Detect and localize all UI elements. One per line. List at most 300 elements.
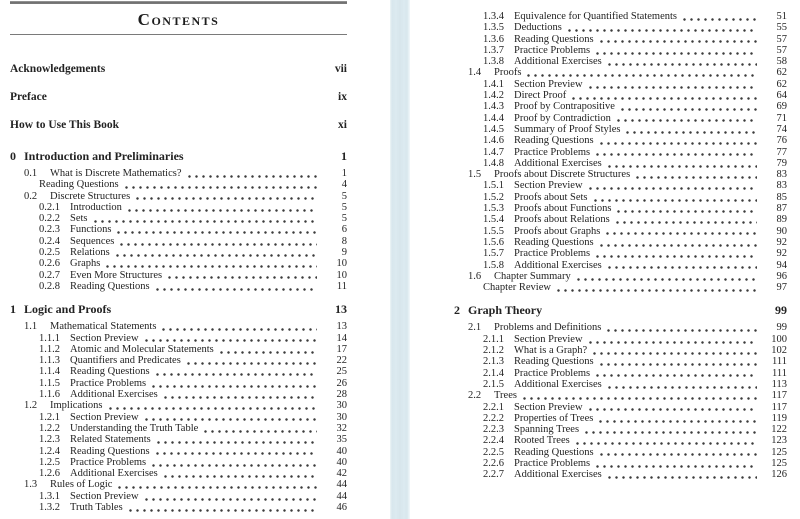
entry-page-number: 92 [776, 236, 787, 248]
dot-leader [600, 363, 757, 366]
dot-leader [616, 221, 757, 224]
toc-entry-row [454, 322, 787, 333]
front-matter-page-number: xi [338, 119, 347, 131]
entry-page-number: 123 [771, 435, 787, 447]
toc-entry-row [10, 224, 347, 235]
entry-page-number: 22 [336, 355, 347, 367]
entry-page-number: 13 [336, 321, 347, 333]
toc-entry-row [10, 412, 347, 423]
toc-entry-row [10, 236, 347, 247]
dot-leader [589, 187, 757, 190]
entry-page-number: 1 [341, 168, 347, 179]
toc-chapter-row [454, 303, 787, 318]
dot-leader [617, 210, 757, 213]
toc-entry-row [454, 113, 787, 124]
entry-title: Sets [70, 213, 88, 225]
toc-entry-row [454, 282, 787, 293]
entry-number: 1.2.6 [39, 468, 60, 480]
entry-title: Equivalence for Quantified Statements [514, 11, 677, 22]
entry-number: 1.2.3 [39, 434, 60, 446]
dot-leader [145, 418, 317, 421]
toc-entry-row [454, 34, 787, 45]
entry-number: 1.2 [24, 400, 38, 412]
toc-entry-row [454, 260, 787, 271]
entry-number: 0.1 [24, 168, 38, 179]
toc-chapter-row [10, 302, 347, 317]
dot-leader [577, 278, 757, 281]
toc-entry-row [454, 192, 787, 203]
dot-leader [94, 220, 317, 223]
entry-title: Related Statements [70, 434, 151, 446]
toc-rows-right [454, 11, 787, 481]
entry-page-number: 100 [771, 333, 787, 345]
entry-number: 0.2.4 [39, 235, 60, 247]
toc-entry-row [454, 271, 787, 282]
toc-entry-row [454, 101, 787, 112]
dot-leader [120, 243, 317, 246]
entry-page-number: 42 [336, 468, 347, 480]
dot-leader [596, 153, 757, 156]
toc-entry-row [10, 400, 347, 411]
toc-entry-row [10, 179, 347, 190]
entry-title: Additional Exercises [514, 56, 602, 68]
toc-header [10, 1, 347, 35]
toc-entry-row [454, 413, 787, 424]
entry-page-number: 102 [771, 345, 787, 357]
dot-leader [128, 209, 317, 212]
entry-page-number: 57 [776, 33, 787, 45]
dot-leader [606, 232, 757, 235]
toc-entry-row [454, 424, 787, 435]
toc-entry-row [454, 356, 787, 367]
entry-page-number: 8 [341, 235, 347, 247]
entry-page-number: 40 [336, 445, 347, 457]
toc-entry-row [10, 281, 347, 292]
entry-number: 1.5 [468, 169, 482, 181]
entry-page-number: 26 [336, 377, 347, 389]
entry-number: 1.5.3 [483, 203, 504, 215]
entry-title: Even More Structures [70, 269, 163, 281]
entry-title: Reading Questions [514, 356, 594, 368]
toc-entry-row [454, 458, 787, 469]
dot-leader [168, 276, 317, 279]
entry-page-number: 71 [776, 112, 787, 124]
front-matter-row [10, 63, 347, 75]
toc-entry-row [454, 22, 787, 33]
entry-number: 2.2.4 [483, 435, 504, 447]
toc-entry-row [454, 447, 787, 458]
entry-number: 0.2.2 [39, 213, 60, 225]
entry-title: Practice Problems [514, 44, 591, 56]
entry-number: 2.1.2 [483, 345, 504, 357]
toc-entry-row [10, 457, 347, 468]
entry-number: 0.2.1 [39, 201, 60, 213]
dot-leader [152, 464, 317, 467]
toc-entry-row [10, 333, 347, 344]
entry-number: 2.2.7 [483, 469, 504, 481]
entry-number: 0.2.5 [39, 247, 60, 259]
entry-number: 2.1.3 [483, 356, 504, 368]
entry-title: Reading Questions [70, 280, 150, 292]
toc-left-page [0, 0, 390, 519]
dot-leader [576, 442, 757, 445]
header-rule-bottom [10, 34, 347, 35]
entry-number: 1.2.5 [39, 456, 60, 468]
dot-leader [589, 341, 757, 344]
entry-page-number: 5 [341, 190, 347, 202]
dot-leader [106, 265, 317, 268]
toc-entry-row [10, 434, 347, 445]
entry-page-number: 58 [776, 56, 787, 68]
front-matter-label: Acknowledgements [10, 63, 106, 75]
toc-entry-row [454, 237, 787, 248]
entry-number: 1.4.3 [483, 101, 504, 113]
entry-page-number: 32 [336, 422, 347, 434]
toc-entry-row [454, 379, 787, 390]
entry-title: Reading Questions [39, 179, 119, 191]
toc-entry-row [454, 169, 787, 180]
entry-title: Properties of Trees [514, 412, 594, 424]
entry-number: 1.3.2 [39, 502, 60, 514]
entry-page-number: 69 [776, 101, 787, 113]
entry-page-number: 9 [341, 247, 347, 259]
toc-entry-row [10, 202, 347, 213]
front-matter-page-number: ix [338, 91, 347, 103]
entry-page-number: 119 [771, 412, 787, 424]
entry-page-number: 117 [771, 390, 787, 402]
entry-page-number: 17 [336, 343, 347, 355]
entry-page-number: 97 [776, 282, 787, 294]
toc-entry-row [454, 67, 787, 78]
entry-title: Implications [50, 400, 103, 412]
entry-title: Practice Problems [70, 456, 147, 468]
dot-leader [117, 231, 317, 234]
entry-title: Rooted Trees [514, 435, 570, 447]
entry-number: 1.4.4 [483, 112, 504, 124]
entry-number: 2.2.3 [483, 424, 504, 436]
entry-page-number: 10 [336, 269, 347, 281]
entry-number: 1.5.4 [483, 214, 504, 226]
entry-title: Summary of Proof Styles [514, 123, 621, 135]
entry-number: 1.1.3 [39, 355, 60, 367]
entry-page-number: 1 [341, 149, 347, 163]
entry-title: Truth Tables [70, 502, 123, 514]
front-matter-label: Preface [10, 91, 47, 103]
dot-leader [527, 74, 757, 77]
entry-title: Introduction and Preliminaries [24, 149, 184, 163]
entry-number: 1.3.4 [483, 11, 504, 22]
entry-page-number: 76 [776, 135, 787, 147]
entry-number: 1.3.1 [39, 490, 60, 502]
front-matter-label: How to Use This Book [10, 119, 120, 131]
entry-page-number: 74 [776, 123, 787, 135]
toc-entry-row [10, 191, 347, 202]
entry-number: 1.2.2 [39, 422, 60, 434]
entry-page-number: 125 [771, 457, 787, 469]
toc-entry-row [10, 502, 347, 513]
entry-title: Section Preview [514, 401, 583, 413]
toc-entry-row [454, 334, 787, 345]
entry-number: 0.2.3 [39, 224, 60, 236]
entry-title: Reading Questions [514, 446, 594, 458]
entry-title: Problems and Definitions [494, 322, 602, 334]
toc-entry-row [454, 147, 787, 158]
entry-title: Chapter Review [483, 282, 551, 294]
entry-title: Practice Problems [514, 457, 591, 469]
entry-page-number: 25 [336, 366, 347, 378]
dot-leader [585, 431, 757, 434]
entry-number: 2.1.5 [483, 378, 504, 390]
toc-entry-row [10, 321, 347, 332]
entry-page-number: 117 [771, 401, 787, 413]
entry-title: Proofs [494, 67, 522, 79]
entry-title: Proofs about Relations [514, 214, 610, 226]
entry-page-number: 10 [336, 258, 347, 270]
dot-leader [125, 186, 317, 189]
entry-number: 1.4 [468, 67, 482, 79]
entry-page-number: 28 [336, 389, 347, 401]
entry-page-number: 122 [771, 424, 787, 436]
toc-entry-row [10, 355, 347, 366]
toc-entry-row [10, 491, 347, 502]
entry-title: Proof by Contrapositive [514, 101, 615, 113]
entry-page-number: 111 [772, 356, 787, 368]
dot-leader [156, 373, 317, 376]
dot-leader [608, 476, 757, 479]
dot-leader [164, 396, 317, 399]
toc-entry-row [454, 135, 787, 146]
dot-leader [607, 329, 757, 332]
entry-number: 2.1.4 [483, 367, 504, 379]
dot-leader [600, 453, 757, 456]
entry-title: Graphs [70, 258, 101, 270]
toc-entry-row [454, 390, 787, 401]
toc-entry-row [454, 214, 787, 225]
dot-leader [523, 397, 757, 400]
entry-number: 2.2.1 [483, 401, 504, 413]
entry-number: 1.5.5 [483, 225, 504, 237]
entry-number: 1.3.5 [483, 22, 504, 34]
toc-entry-row [10, 213, 347, 224]
entry-title: Additional Exercises [514, 378, 602, 390]
dot-leader [594, 199, 758, 202]
front-matter-row [10, 91, 347, 103]
dot-leader [683, 18, 757, 21]
entry-title: Trees [494, 390, 517, 402]
entry-page-number: 30 [336, 400, 347, 412]
entry-title: Reading Questions [514, 135, 594, 147]
entry-page-number: 13 [335, 302, 347, 317]
toc-entry-row [10, 378, 347, 389]
entry-number: 1.4.6 [483, 135, 504, 147]
entry-title: Discrete Structures [50, 190, 131, 202]
entry-page-number: 99 [776, 322, 787, 334]
entry-page-number: 62 [776, 67, 787, 79]
entry-number: 1.1.6 [39, 389, 60, 401]
dot-leader [596, 255, 757, 258]
toc-entry-row [454, 469, 787, 480]
toc-entry-row [454, 45, 787, 56]
entry-title: Sequences [70, 235, 115, 247]
entry-page-number: 44 [336, 479, 347, 491]
toc-entry-row [10, 446, 347, 457]
entry-page-number: 83 [776, 180, 787, 192]
dot-leader [608, 63, 757, 66]
dot-leader [152, 385, 317, 388]
entry-title: Section Preview [514, 333, 583, 345]
entry-number: 1.2.1 [39, 411, 60, 423]
entry-page-number: 4 [341, 179, 347, 191]
dot-leader [220, 351, 317, 354]
entry-title: Section Preview [514, 180, 583, 192]
entry-page-number: 92 [776, 248, 787, 260]
entry-page-number: 5 [341, 201, 347, 213]
dot-leader [572, 97, 757, 100]
entry-page-number: 46 [336, 502, 347, 514]
dot-leader [617, 119, 757, 122]
entry-title: Additional Exercises [514, 259, 602, 271]
entry-number: 1.5.8 [483, 259, 504, 271]
entry-number: 1 [10, 302, 16, 317]
entry-title: Proofs about Functions [514, 203, 612, 215]
toc-entry-row [454, 368, 787, 379]
entry-number: 1.1 [24, 321, 38, 333]
entry-page-number: 62 [776, 78, 787, 90]
entry-number: 1.3.6 [483, 33, 504, 45]
entry-page-number: 11 [336, 280, 347, 292]
dot-leader [118, 486, 317, 489]
dot-leader [621, 108, 757, 111]
page-gutter [390, 0, 410, 519]
entry-title: What is Discrete Mathematics? [50, 168, 182, 179]
entry-title: Logic and Proofs [24, 302, 112, 317]
entry-number: 2.1.1 [483, 333, 504, 345]
dot-leader [608, 165, 757, 168]
toc-entry-row [10, 389, 347, 400]
entry-number: 1.6 [468, 270, 482, 282]
entry-number: 1.4.7 [483, 146, 504, 158]
dot-leader [164, 475, 317, 478]
entry-title: Practice Problems [514, 146, 591, 158]
entry-page-number: 111 [772, 367, 787, 379]
dot-leader [188, 175, 318, 178]
entry-title: Practice Problems [514, 367, 591, 379]
dot-leader [599, 420, 757, 423]
entry-number: 1.1.2 [39, 343, 60, 355]
entry-page-number: 94 [776, 259, 787, 271]
dot-leader [596, 465, 757, 468]
entry-number: 2.2.2 [483, 412, 504, 424]
toc-entry-row [454, 435, 787, 446]
toc-entry-row [454, 79, 787, 90]
entry-number: 1.5.7 [483, 248, 504, 260]
entry-number: 0.2.7 [39, 269, 60, 281]
dot-leader [596, 374, 757, 377]
entry-page-number: 44 [336, 490, 347, 502]
entry-number: 1.5.2 [483, 191, 504, 203]
entry-number: 1.4.1 [483, 78, 504, 90]
entry-number: 1.3 [24, 479, 38, 491]
entry-title: Reading Questions [514, 33, 594, 45]
entry-number: 2.2.6 [483, 457, 504, 469]
dot-leader [608, 266, 757, 269]
entry-title: Mathematical Statements [50, 321, 157, 333]
entry-page-number: 79 [776, 157, 787, 169]
dot-leader [187, 362, 317, 365]
dot-leader [589, 86, 757, 89]
entry-page-number: 57 [776, 44, 787, 56]
dot-leader [109, 407, 318, 410]
toc-entry-row [10, 168, 347, 179]
entry-number: 1.5.6 [483, 236, 504, 248]
entry-title: Functions [70, 224, 112, 236]
entry-title: Introduction [70, 201, 122, 213]
entry-number: 1.2.4 [39, 445, 60, 457]
entry-page-number: 55 [776, 22, 787, 34]
entry-title: Reading Questions [514, 236, 594, 248]
toc-entry-row [10, 479, 347, 490]
dot-leader [600, 244, 757, 247]
entry-number: 1.1.4 [39, 366, 60, 378]
toc-entry-row [454, 124, 787, 135]
entry-number: 1.4.2 [483, 90, 504, 102]
entry-title: Proof by Contradiction [514, 112, 611, 124]
entry-title: Proofs about Sets [514, 191, 588, 203]
entry-title: Relations [70, 247, 110, 259]
dot-leader [129, 509, 317, 512]
contents-title: Contents [137, 10, 220, 29]
toc-entry-row [454, 402, 787, 413]
toc-entry-row [10, 344, 347, 355]
entry-title: Graph Theory [468, 303, 543, 318]
entry-title: Reading Questions [70, 445, 150, 457]
dot-leader [157, 441, 317, 444]
toc-entry-row [454, 180, 787, 191]
entry-page-number: 113 [771, 378, 787, 390]
entry-number: 1.1.5 [39, 377, 60, 389]
entry-number: 0.2 [24, 190, 38, 202]
entry-title: Rules of Logic [50, 479, 113, 491]
dot-leader [136, 197, 317, 200]
dot-leader [145, 498, 317, 501]
entry-number: 1.4.8 [483, 157, 504, 169]
entry-page-number: 35 [336, 434, 347, 446]
toc-entry-row [454, 226, 787, 237]
entry-title: Atomic and Molecular Statements [70, 343, 214, 355]
front-matter-page-number: vii [334, 63, 347, 75]
dot-leader [145, 339, 317, 342]
entry-page-number: 85 [776, 191, 787, 203]
dot-leader [162, 328, 317, 331]
toc-entry-row [454, 90, 787, 101]
entry-title: Section Preview [70, 490, 139, 502]
dot-leader [557, 289, 757, 292]
dot-leader [589, 408, 757, 411]
entry-title: Section Preview [70, 411, 139, 423]
toc-entry-row [10, 247, 347, 258]
dot-leader [600, 40, 757, 43]
toc-entry-row [454, 11, 787, 22]
entry-number: 2.1 [468, 322, 482, 334]
entry-title: Understanding the Truth Table [70, 422, 199, 434]
entry-title: Reading Questions [70, 366, 150, 378]
toc-entry-row [454, 158, 787, 169]
entry-title: What is a Graph? [514, 345, 588, 357]
toc-entry-row [454, 248, 787, 259]
entry-page-number: 77 [776, 146, 787, 158]
dot-leader [568, 29, 757, 32]
toc-entry-row [10, 258, 347, 269]
